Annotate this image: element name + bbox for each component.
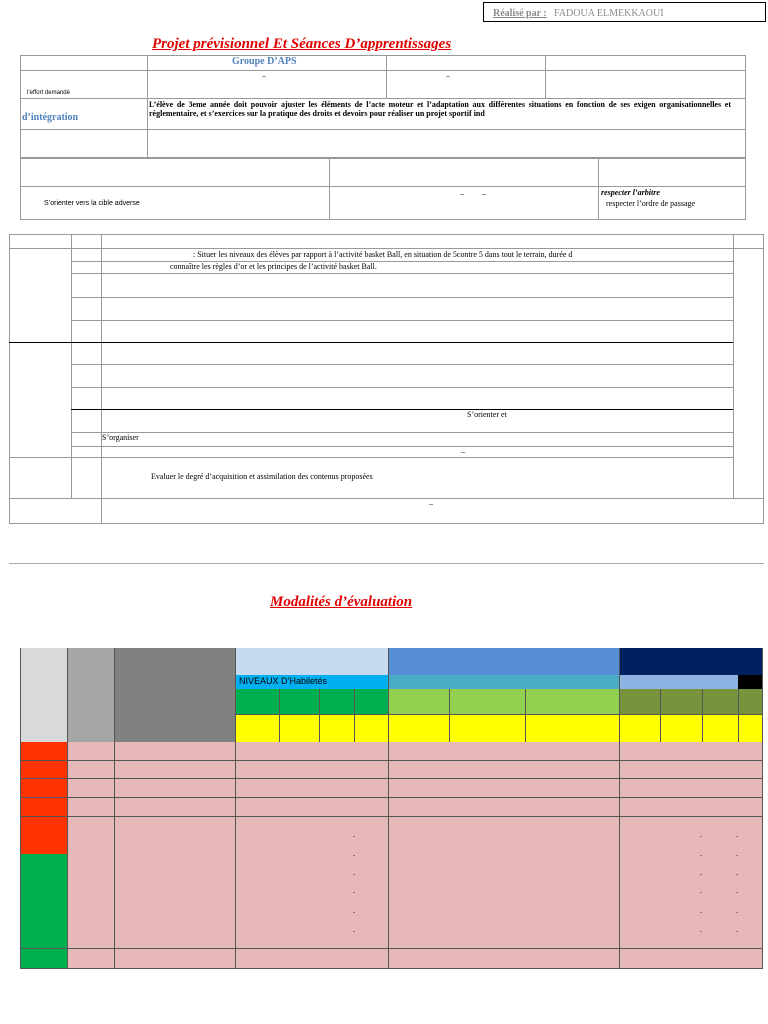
dot: . <box>353 886 355 895</box>
author-name: FADOUA ELMEKKAOUI <box>554 8 664 19</box>
author-box <box>483 2 766 22</box>
dot: . <box>353 925 355 934</box>
dashes: – – <box>460 189 486 198</box>
dot: . <box>700 886 702 895</box>
dash: – <box>446 71 450 80</box>
effort-label: l’effort demandé <box>27 90 70 96</box>
dot: . <box>700 925 702 934</box>
dot: . <box>736 925 738 934</box>
regles-text: connaître les règles d’or et les principes de l’activité basket Ball. <box>170 262 377 271</box>
respecter-arbitre: respecter l’arbitre <box>601 188 660 197</box>
integration-label: d’intégration <box>22 112 79 123</box>
niveaux-label: NIVEAUX D’Habiletés <box>239 676 328 686</box>
dash: – <box>461 447 465 456</box>
dot: . <box>700 830 702 839</box>
dot: . <box>736 886 738 895</box>
situer-text: : Situer les niveaux des élèves par rapport à l’activité basket Ball, en situation de 5contre 5 dans tout le terrain, durée d <box>193 250 573 259</box>
dot: . <box>736 868 738 877</box>
groupe-aps-label: Groupe D’APS <box>232 56 297 67</box>
dot: . <box>353 849 355 858</box>
orienter-cible: S’orienter vers la cible adverse <box>44 200 140 207</box>
organiser-text: S’organiser <box>102 433 139 442</box>
divider <box>9 563 764 564</box>
evaluer-text: Evaluer le degré d’acquisition et assimilation des contenus proposées <box>151 472 373 481</box>
page-title: Projet prévisionnel Et Séances D’apprentissages <box>152 36 452 52</box>
dot: . <box>353 830 355 839</box>
dot: . <box>700 906 702 915</box>
dot: . <box>353 906 355 915</box>
dot: . <box>736 830 738 839</box>
eval-title: Modalités d’évaluation <box>270 594 413 610</box>
dot: . <box>736 906 738 915</box>
dash: – <box>429 499 433 508</box>
author-label: Réalisé par : <box>493 8 547 19</box>
dot: . <box>353 868 355 877</box>
orienter-et-text: S’orienter et <box>467 410 507 419</box>
integration-text: L’élève de 3eme année doit pouvoir ajuster les éléments de l’acte moteur et l’adaptation aux différentes situations en fonction de ses exigen organisationnelles et règlementaire, et s’exercices sur la pratique des droits et devoirs pour réaliser un projet sportif ind <box>149 100 731 118</box>
dot: . <box>700 849 702 858</box>
respecter-ordre: respecter l’ordre de passage <box>606 199 696 208</box>
dot: . <box>736 849 738 858</box>
dash: – <box>262 71 266 80</box>
dot: . <box>700 868 702 877</box>
